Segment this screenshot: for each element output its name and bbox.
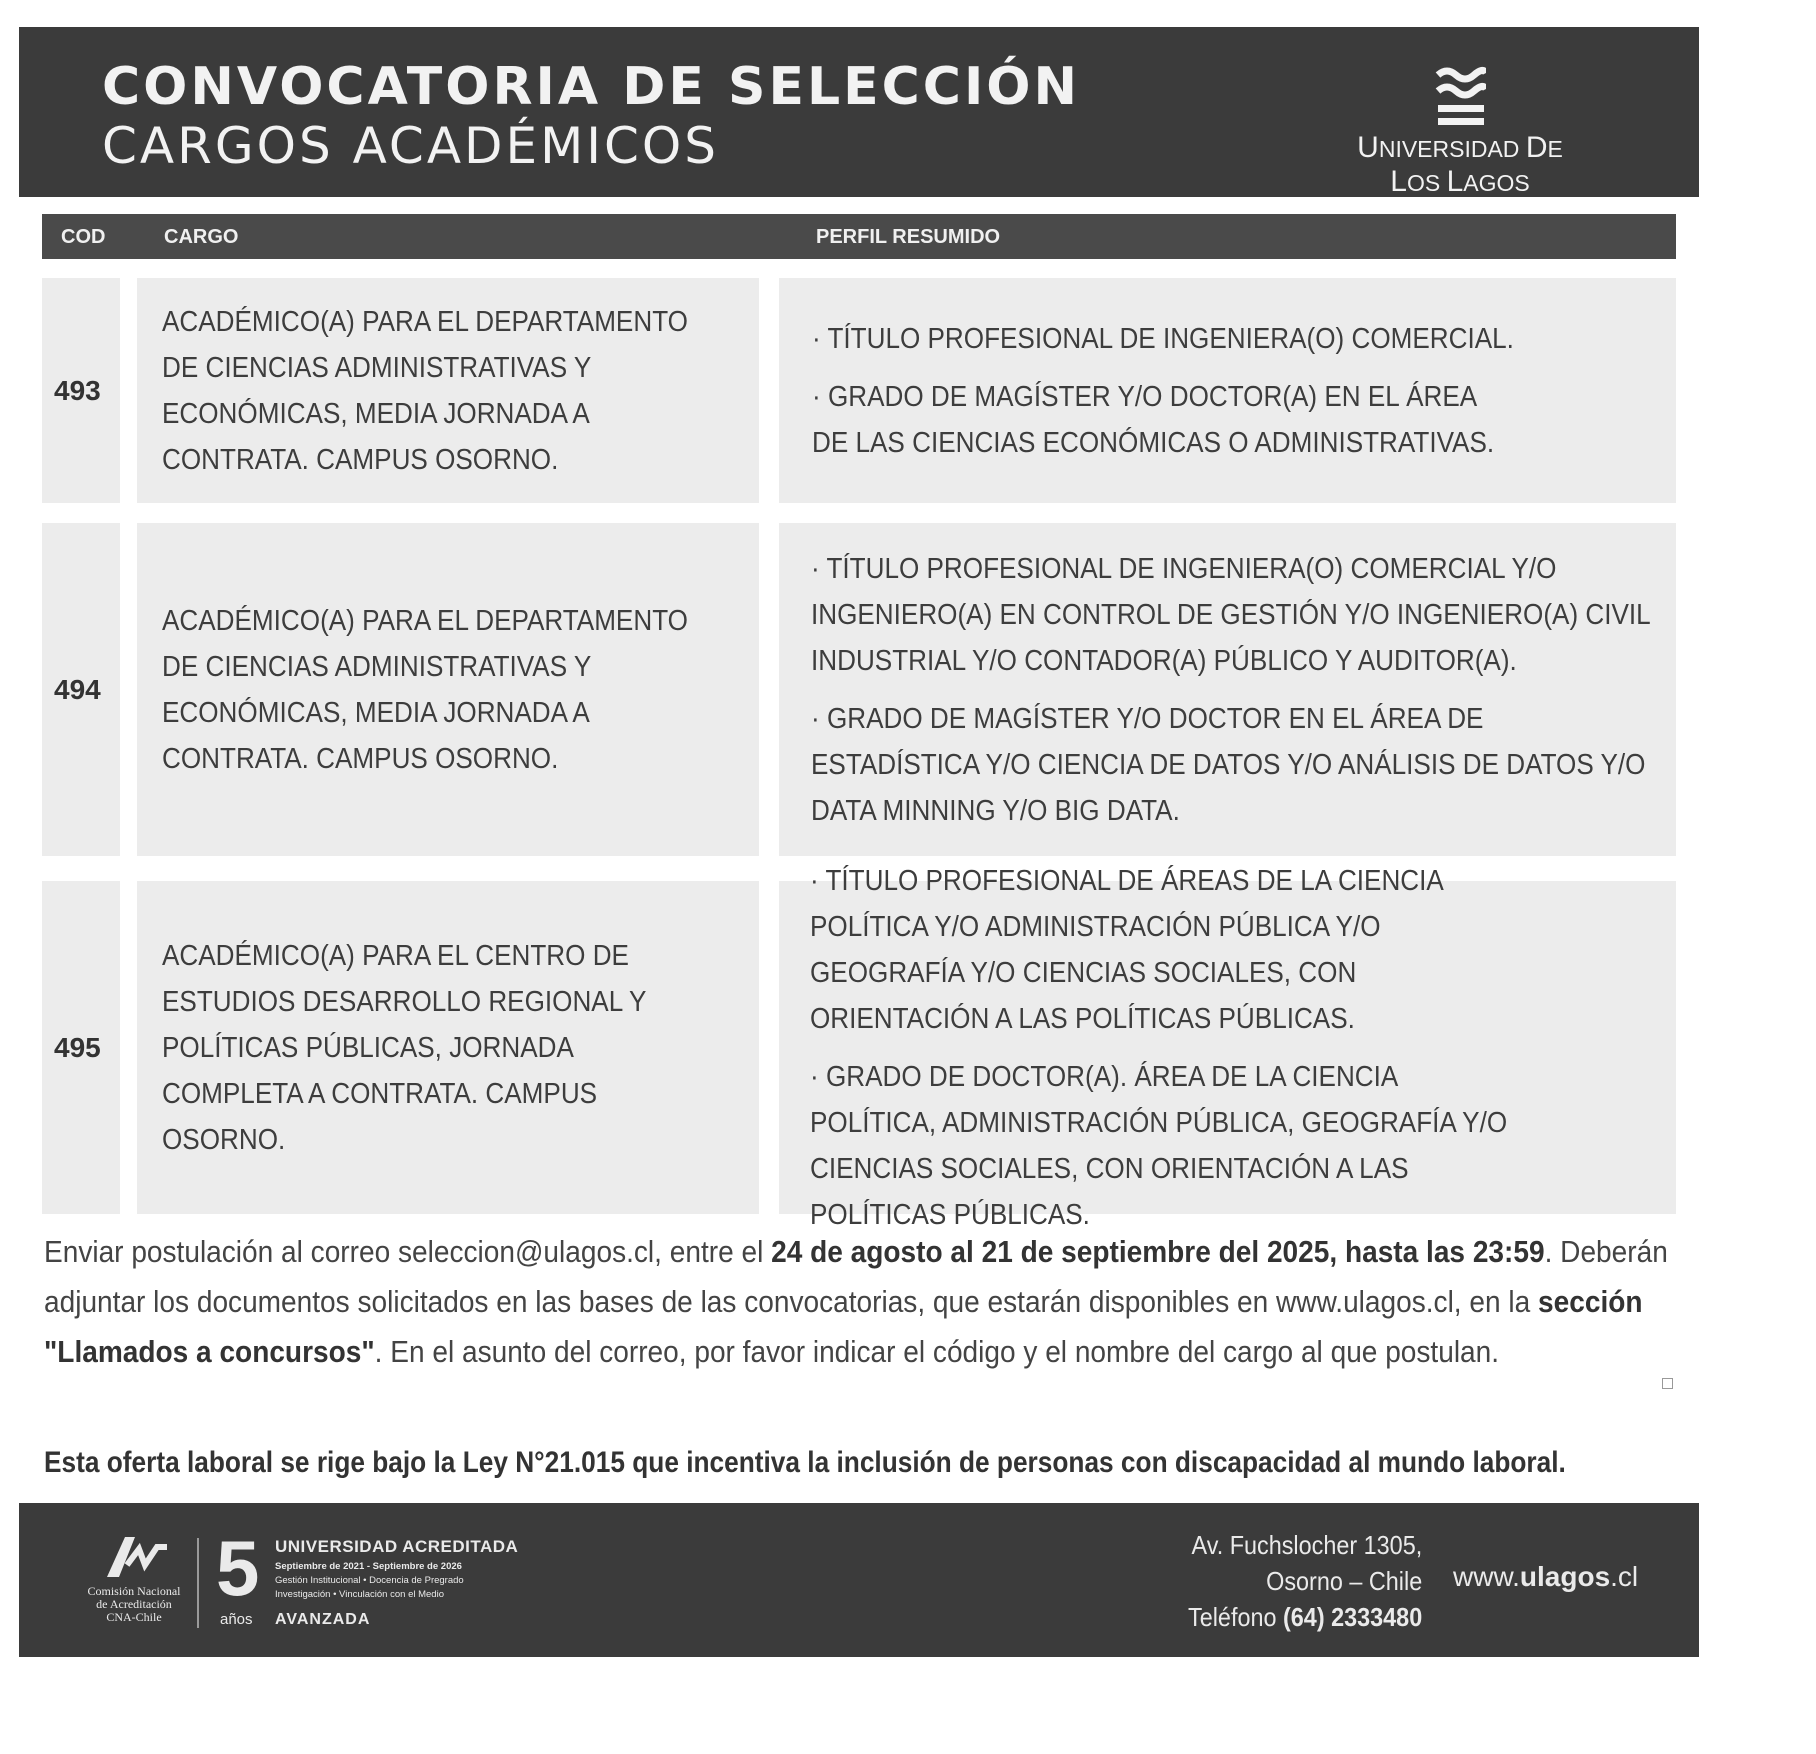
- cna-logo-icon: [105, 1535, 169, 1579]
- page-subtitle: CARGOS ACADÉMICOS: [102, 117, 720, 175]
- ulagos-waves-icon: [1434, 65, 1486, 125]
- accreditation-title: UNIVERSIDAD ACREDITADA: [275, 1537, 519, 1556]
- table-row-perfil: · TÍTULO PROFESIONAL DE INGENIERA(O) COMERCIAL Y/O INGENIERO(A) EN CONTROL DE GESTIÓN Y/O INGENIERO(A) CIVIL INDUSTRIAL Y/O CONTADOR(A) PÚBLICO Y AUDITOR(A). · GRADO DE MAGÍSTER Y/O DOCTOR EN EL ÁREA DE ESTADÍSTICA Y/O CIENCIA DE DATOS Y/O ANÁLISIS DE DATOS Y/O DATA MINNING Y/O BIG DATA.: [779, 523, 1676, 856]
- table-row-perfil: · TÍTULO PROFESIONAL DE ÁREAS DE LA CIENCIA POLÍTICA Y/O ADMINISTRACIÓN PÚBLICA Y/O GEOGRAFÍA Y/O CIENCIAS SOCIALES, CON ORIENTACIÓN A LAS POLÍTICAS PÚBLICAS. · GRADO DE DOCTOR(A). ÁREA DE LA CIENCIA POLÍTICA, ADMINISTRACIÓN PÚBLICA, GEOGRAFÍA Y/O CIENCIAS SOCIALES, CON ORIENTACIÓN A LAS POLÍTICAS PÚBLICAS.: [779, 881, 1676, 1214]
- table-row-code: 495: [42, 881, 120, 1214]
- column-header-perfil: PERFIL RESUMIDO: [816, 226, 1001, 248]
- table-row-code: 494: [42, 523, 120, 856]
- accreditation-period: Septiembre de 2021 - Septiembre de 2026: [275, 1561, 462, 1572]
- header-banner: [19, 27, 1699, 197]
- application-instructions: Enviar postulación al correo seleccion@ulagos.cl, entre el 24 de agosto al 21 de septiembre del 2025, hasta las 23:59. Deberán adjuntar los documentos solicitados en las bases de las convocatorias, que estarán disponibles en www.ulagos.cl, en la sección "Llamados a concursos". En el asunto del correo, por favor indicar el código y el nombre del cargo al que postulan.: [44, 1234, 1668, 1369]
- table-row-cargo: ACADÉMICO(A) PARA EL DEPARTAMENTO DE CIENCIAS ADMINISTRATIVAS Y ECONÓMICAS, MEDIA JORNADA A CONTRATA. CAMPUS OSORNO.: [137, 523, 759, 856]
- university-name: UNIVERSIDAD DE LOS LAGOS: [1357, 131, 1563, 198]
- cna-label: Comisión Nacional de Acreditación CNA-Chile: [87, 1584, 181, 1624]
- accreditation-level: AVANZADA: [275, 1611, 371, 1628]
- table-header: [42, 214, 1676, 259]
- table-row-perfil: · TÍTULO PROFESIONAL DE INGENIERA(O) COMERCIAL. · GRADO DE MAGÍSTER Y/O DOCTOR(A) EN EL ÁREA DE LAS CIENCIAS ECONÓMICAS O ADMINISTRATIVAS.: [779, 278, 1676, 503]
- website-link[interactable]: www.ulagos.cl: [1453, 1561, 1639, 1592]
- footer-banner: [19, 1503, 1699, 1657]
- accreditation-areas: Gestión Institucional • Docencia de Pregrado: [275, 1575, 464, 1586]
- accreditation-years: 5: [216, 1524, 260, 1612]
- contact-address: Av. Fuchslocher 1305, Osorno – Chile Teléfono (64) 2333480: [1187, 1530, 1422, 1632]
- law-notice: Esta oferta laboral se rige bajo la Ley N°21.015 que incentiva la inclusión de personas con discapacidad al mundo laboral.: [44, 1446, 1566, 1479]
- phone-number: (64) 2333480: [1282, 1602, 1422, 1632]
- table-row-cargo: ACADÉMICO(A) PARA EL CENTRO DE ESTUDIOS DESARROLLO REGIONAL Y POLÍTICAS PÚBLICAS, JORNADA COMPLETA A CONTRATA. CAMPUS OSORNO.: [137, 881, 759, 1214]
- accreditation-years-label: años: [220, 1611, 253, 1628]
- table-row-cargo: ACADÉMICO(A) PARA EL DEPARTAMENTO DE CIENCIAS ADMINISTRATIVAS Y ECONÓMICAS, MEDIA JORNADA A CONTRATA. CAMPUS OSORNO.: [137, 278, 759, 503]
- divider: [197, 1538, 199, 1628]
- scan-artifact-box: [1662, 1378, 1673, 1389]
- page-title: CONVOCATORIA DE SELECCIÓN: [102, 57, 1081, 117]
- column-header-cod: COD: [61, 226, 106, 248]
- table-row-code: 493: [42, 278, 120, 503]
- accreditation-areas: Investigación • Vinculación con el Medio: [275, 1589, 444, 1600]
- column-header-cargo: CARGO: [164, 226, 239, 248]
